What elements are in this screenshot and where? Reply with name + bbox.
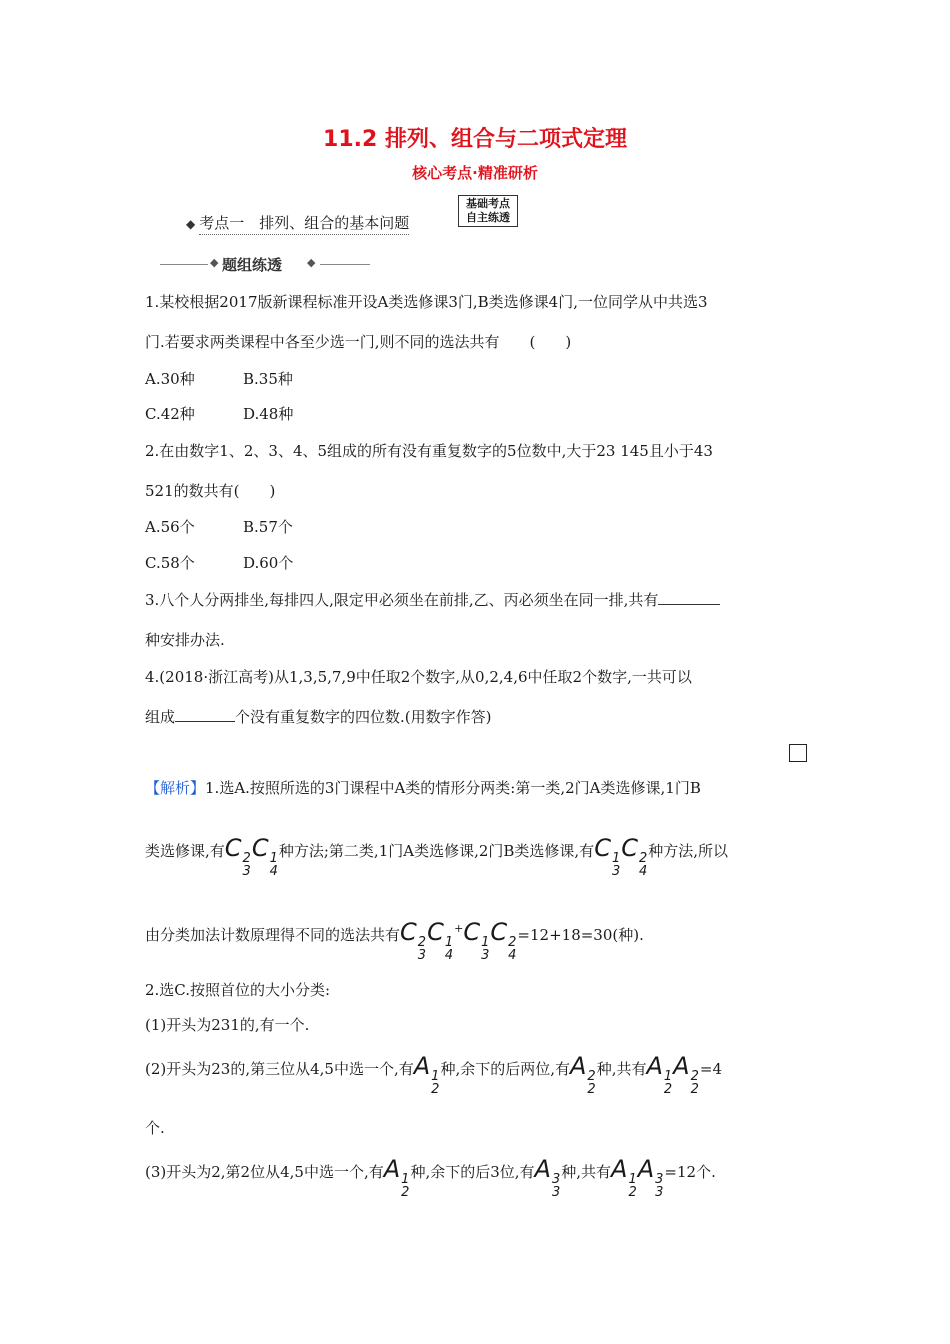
solution-text: 种,共有 <box>561 1163 612 1181</box>
q4-line-1: 4.(2018·浙江高考)从1,3,5,7,9中任取2个数字,从0,2,4,6中任取2个数字,一共可以 <box>145 668 692 686</box>
formula-a22 <box>569 1052 597 1097</box>
q2-line-1: 2.在由数字1、2、3、4、5组成的所有没有重复数字的5位数中,大于23 145且小于43 <box>145 442 713 460</box>
section-label: 考点一 排列、组合的基本问题 <box>199 212 409 235</box>
formula-a21-a33 <box>611 1155 664 1200</box>
divider-left <box>160 264 208 265</box>
q2-line-2: 521的数共有( ) <box>145 482 276 500</box>
math-sup: 1 <box>444 935 454 950</box>
math-sup: 1 <box>481 935 490 950</box>
q2-options-row-1 <box>145 516 810 537</box>
math-symbol: C <box>490 918 508 946</box>
solution-1-line-3 <box>145 918 810 962</box>
solution-2-line-5 <box>145 1155 810 1199</box>
formula-total <box>400 918 454 963</box>
math-sub: 3 <box>417 948 427 963</box>
math-symbol: C <box>621 834 638 862</box>
math-index <box>587 1070 595 1096</box>
math-sup: 2 <box>508 935 517 950</box>
math-sub: 4 <box>639 864 648 879</box>
formula-a33 <box>534 1155 562 1200</box>
math-sub: 3 <box>551 1185 561 1200</box>
q3-text: 3.八个人分两排坐,每排四人,限定甲必须坐在前排,乙、丙必须坐在同一排,共有 <box>145 591 659 609</box>
section-badge <box>458 195 518 227</box>
math-sup: 2 <box>639 851 648 866</box>
q2-option-c: C.58个 <box>145 554 195 572</box>
math-sub: 3 <box>655 1185 664 1200</box>
math-sup: 3 <box>551 1172 561 1187</box>
q1-line-1: 1.某校根据2017版新课程标准开设A类选修课3门,B类选修课4门,一位同学从中共选3 <box>145 293 708 311</box>
math-symbol: A <box>611 1155 628 1183</box>
solution-2-line-2: (1)开头为231的,有一个. <box>145 1016 310 1034</box>
math-symbol: A <box>383 1155 401 1183</box>
answer-blank <box>175 707 235 722</box>
math-sub: 4 <box>508 948 517 963</box>
q3-line-2: 种安排办法. <box>145 631 225 649</box>
math-index <box>664 1070 672 1096</box>
solution-1-text: 1.选A.按照所选的3门课程中A类的情形分两类:第一类,2门A类选修课,1门B <box>205 779 701 797</box>
divider-right <box>320 264 370 265</box>
solution-text: 种,余下的后两位,有 <box>440 1060 570 1078</box>
math-symbol: A <box>637 1155 655 1183</box>
math-symbol: C <box>400 918 417 946</box>
math-symbol: C <box>427 918 444 946</box>
math-sub: 2 <box>690 1082 699 1097</box>
page-subtitle: 核心考点·精准研析 <box>412 164 538 182</box>
solution-1-line-2 <box>145 834 810 878</box>
q1-options-row-2 <box>145 403 810 424</box>
math-sub: 4 <box>269 864 278 879</box>
math-symbol: A <box>646 1052 663 1080</box>
math-sup: 1 <box>628 1172 637 1187</box>
math-sup: 1 <box>663 1069 673 1084</box>
math-index <box>639 852 647 878</box>
diamond-icon: ◆ <box>210 256 219 269</box>
math-index <box>481 936 489 962</box>
formula-c31-c42 <box>594 834 648 879</box>
math-symbol: A <box>413 1052 431 1080</box>
solution-text: =12个. <box>664 1163 716 1181</box>
q4-text-post: 个没有重复数字的四位数.(用数字作答) <box>235 708 492 726</box>
math-sup: 1 <box>611 851 621 866</box>
badge-line-2: 自主练透 <box>466 211 510 224</box>
math-index <box>418 936 426 962</box>
solution-text: (2)开头为23的,第三位从4,5中选一个,有 <box>145 1060 414 1078</box>
math-sub: 2 <box>587 1082 596 1097</box>
solution-text: (3)开头为2,第2位从4,5中选一个,有 <box>145 1163 384 1181</box>
formula-a21 <box>413 1052 441 1097</box>
q2-option-b: B.57个 <box>243 518 293 536</box>
solution-text: =12+18=30(种). <box>517 926 644 944</box>
math-sub: 2 <box>663 1082 673 1097</box>
q4-line-2 <box>145 706 810 727</box>
math-symbol: C <box>594 834 611 862</box>
math-sup: 2 <box>417 935 427 950</box>
q3-line-1 <box>145 589 810 610</box>
page-title: 11.2 排列、组合与二项式定理 <box>323 127 627 152</box>
q2-options-row-2 <box>145 552 810 573</box>
math-sup: 2 <box>242 851 251 866</box>
math-index <box>691 1070 699 1096</box>
formula-c32-c41 <box>224 834 279 879</box>
math-symbol: C <box>224 834 242 862</box>
math-symbol: A <box>673 1052 690 1080</box>
q1-option-b: B.35种 <box>243 370 293 388</box>
solution-text: 种,共有 <box>596 1060 647 1078</box>
math-sub: 2 <box>431 1082 440 1097</box>
solution-text: 由分类加法计数原理得不同的选法共有 <box>145 926 401 944</box>
math-sup: 2 <box>690 1069 699 1084</box>
solution-text: 种方法;第二类,1门A类选修课,2门B类选修课,有 <box>278 842 595 860</box>
formula-a21-a22 <box>646 1052 699 1097</box>
math-sup: 1 <box>401 1172 410 1187</box>
solution-tag: 【解析】 <box>145 779 206 797</box>
math-sub: 2 <box>628 1185 637 1200</box>
math-index <box>508 936 516 962</box>
badge-line-1: 基础考点 <box>466 197 510 210</box>
math-sub: 3 <box>242 864 251 879</box>
math-sub: 2 <box>401 1185 410 1200</box>
math-sub: 4 <box>444 948 454 963</box>
math-index <box>552 1173 560 1199</box>
formula-a21 <box>383 1155 411 1200</box>
plus-sign: + <box>454 922 464 935</box>
math-index <box>655 1173 663 1199</box>
math-sup: 1 <box>431 1069 440 1084</box>
section-heading <box>186 212 409 235</box>
solution-2-line-3 <box>145 1052 810 1096</box>
q2-option-d: D.60个 <box>243 554 294 572</box>
q2-option-a: A.56个 <box>145 518 195 536</box>
diamond-icon: ◆ <box>307 256 316 269</box>
math-index <box>445 936 453 962</box>
math-sup: 3 <box>655 1172 664 1187</box>
q1-option-d: D.48种 <box>243 405 294 423</box>
group-heading <box>160 254 370 276</box>
math-index <box>431 1070 439 1096</box>
solution-text: =4 <box>699 1060 722 1078</box>
math-sup: 2 <box>587 1069 596 1084</box>
math-index <box>612 852 620 878</box>
diamond-icon: ◆ <box>186 216 196 231</box>
math-sup: 1 <box>269 851 278 866</box>
math-symbol: C <box>251 834 269 862</box>
math-sub: 3 <box>481 948 490 963</box>
math-sub: 3 <box>611 864 621 879</box>
solution-2-line-4: 个. <box>145 1119 165 1137</box>
math-index <box>401 1173 409 1199</box>
solution-text: 种方法,所以 <box>648 842 729 860</box>
solution-text: 种,余下的后3位,有 <box>410 1163 535 1181</box>
q1-option-c: C.42种 <box>145 405 195 423</box>
solution-1-line-1 <box>145 777 810 798</box>
q1-options-row-1 <box>145 368 810 389</box>
math-index <box>243 852 251 878</box>
q4-text-pre: 组成 <box>145 708 176 726</box>
math-index <box>628 1173 636 1199</box>
answer-blank <box>658 590 720 605</box>
group-heading-label: 题组练透 <box>222 256 283 274</box>
solution-2-line-1: 2.选C.按照首位的大小分类: <box>145 981 331 999</box>
math-symbol: A <box>569 1052 587 1080</box>
q1-line-2: 门.若要求两类课程中各至少选一门,则不同的选法共有 ( ) <box>145 333 572 351</box>
math-symbol: A <box>534 1155 551 1183</box>
math-index <box>270 852 278 878</box>
formula-total-2 <box>463 918 517 963</box>
math-symbol: C <box>463 918 481 946</box>
q1-option-a: A.30种 <box>145 370 195 388</box>
solution-text: 类选修课,有 <box>145 842 225 860</box>
checkbox-square-icon <box>789 744 807 762</box>
